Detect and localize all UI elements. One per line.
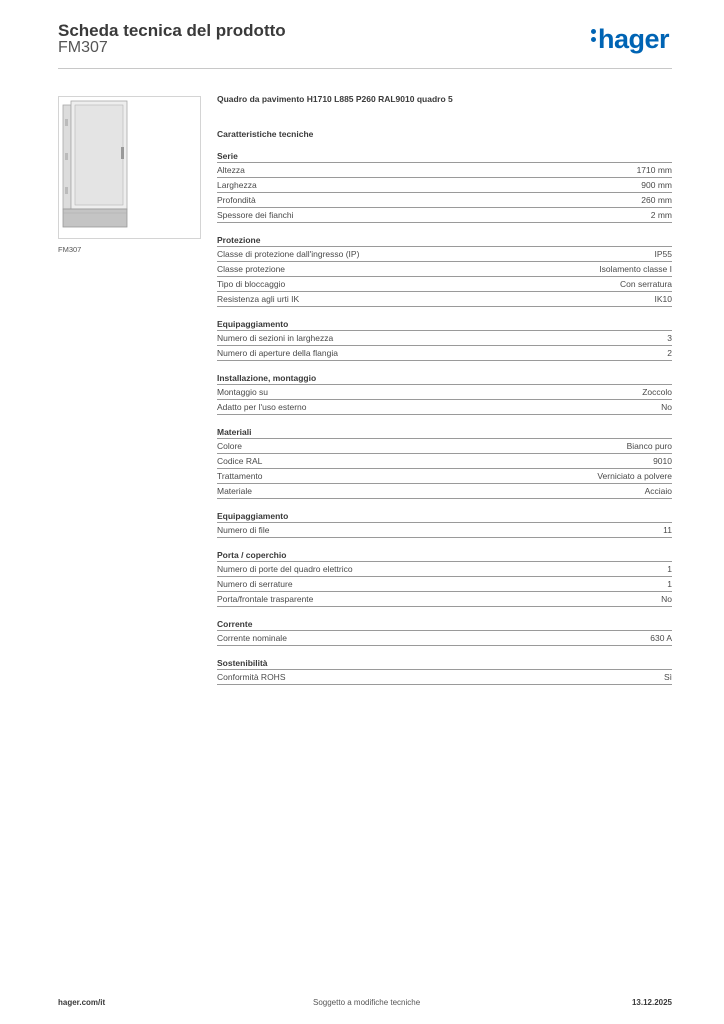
- spec-label: Classe protezione: [217, 264, 286, 274]
- spec-label: Codice RAL: [217, 456, 263, 466]
- hager-logo: [591, 26, 669, 53]
- spec-sections: [217, 149, 672, 685]
- spec-value: 9010: [653, 456, 672, 466]
- spec-section: [217, 617, 672, 646]
- spec-row: [217, 208, 672, 223]
- spec-label: Classe di protezione dall'ingresso (IP): [217, 249, 360, 259]
- spec-row: [217, 331, 672, 346]
- footer-website[interactable]: hager.com/it: [58, 998, 106, 1007]
- spec-row: [217, 385, 672, 400]
- spec-value: Sì: [663, 672, 672, 682]
- logo-dots-icon: [591, 29, 596, 45]
- footer-notice: Soggetto a modifiche tecniche: [313, 998, 421, 1007]
- spec-section: [217, 548, 672, 607]
- product-code: FM307: [58, 39, 108, 56]
- spec-value: Acciaio: [644, 486, 672, 496]
- spec-value: 1710 mm: [636, 165, 672, 175]
- spec-label: Resistenza agli urti IK: [217, 294, 300, 304]
- spec-row: [217, 247, 672, 262]
- spec-label: Profondità: [217, 195, 256, 205]
- spec-label: Colore: [217, 441, 243, 451]
- spec-row: [217, 592, 672, 607]
- spec-label: Porta/frontale trasparente: [217, 594, 314, 604]
- footer-date: 13.12.2025: [631, 998, 672, 1007]
- spec-value: Con serratura: [620, 279, 672, 289]
- spec-section: [217, 233, 672, 307]
- section-title: Sostenibilità: [217, 656, 672, 670]
- spec-row: [217, 178, 672, 193]
- image-caption: FM307: [58, 245, 82, 254]
- spec-value: Verniciato a polvere: [597, 471, 672, 481]
- spec-label: Adatto per l'uso esterno: [217, 402, 307, 412]
- spec-value: 260 mm: [641, 195, 672, 205]
- page-title: Scheda tecnica del prodotto: [58, 21, 286, 40]
- section-title: Corrente: [217, 617, 672, 631]
- spec-label: Altezza: [217, 165, 245, 175]
- spec-value: 2 mm: [650, 210, 672, 220]
- spec-content: [217, 94, 672, 695]
- spec-value: 3: [667, 333, 672, 343]
- spec-value: 1: [667, 564, 672, 574]
- spec-label: Trattamento: [217, 471, 263, 481]
- spec-label: Numero di sezioni in larghezza: [217, 333, 334, 343]
- spec-row: [217, 292, 672, 307]
- section-title: Installazione, montaggio: [217, 371, 672, 385]
- tech-characteristics-title: Caratteristiche tecniche: [217, 129, 314, 139]
- spec-value: No: [661, 594, 672, 604]
- spec-label: Materiale: [217, 486, 252, 496]
- spec-row: [217, 670, 672, 685]
- spec-row: [217, 484, 672, 499]
- spec-label: Numero di aperture della flangia: [217, 348, 338, 358]
- section-title: Serie: [217, 149, 672, 163]
- spec-label: Numero di file: [217, 525, 270, 535]
- spec-row: [217, 469, 672, 484]
- spec-value: 900 mm: [641, 180, 672, 190]
- section-title: Equipaggiamento: [217, 509, 672, 523]
- product-description: Quadro da pavimento H1710 L885 P260 RAL9010 quadro 5: [217, 94, 453, 104]
- spec-row: [217, 277, 672, 292]
- spec-section: [217, 509, 672, 538]
- spec-row: [217, 577, 672, 592]
- spec-value: IP55: [654, 249, 672, 259]
- spec-label: Numero di serrature: [217, 579, 293, 589]
- section-title: Protezione: [217, 233, 672, 247]
- spec-label: Numero di porte del quadro elettrico: [217, 564, 353, 574]
- spec-row: [217, 439, 672, 454]
- spec-section: [217, 149, 672, 223]
- spec-value: Bianco puro: [626, 441, 672, 451]
- spec-section: [217, 317, 672, 361]
- spec-row: [217, 193, 672, 208]
- spec-row: [217, 400, 672, 415]
- spec-label: Corrente nominale: [217, 633, 287, 643]
- spec-section: [217, 425, 672, 499]
- spec-row: [217, 346, 672, 361]
- spec-row: [217, 631, 672, 646]
- spec-value: 630 A: [650, 633, 672, 643]
- spec-value: 2: [667, 348, 672, 358]
- spec-label: Tipo di bloccaggio: [217, 279, 286, 289]
- spec-row: [217, 163, 672, 178]
- spec-value: No: [661, 402, 672, 412]
- product-image: [58, 96, 201, 239]
- spec-label: Larghezza: [217, 180, 257, 190]
- logo-text: hager: [598, 24, 670, 54]
- spec-row: [217, 523, 672, 538]
- spec-row: [217, 262, 672, 277]
- section-title: Materiali: [217, 425, 672, 439]
- spec-label: Montaggio su: [217, 387, 269, 397]
- spec-value: Isolamento classe I: [599, 264, 672, 274]
- spec-value: 11: [663, 525, 672, 535]
- section-title: Equipaggiamento: [217, 317, 672, 331]
- spec-label: Spessore dei fianchi: [217, 210, 294, 220]
- spec-section: [217, 371, 672, 415]
- spec-value: Zoccolo: [642, 387, 672, 397]
- spec-section: [217, 656, 672, 685]
- spec-value: 1: [667, 579, 672, 589]
- section-title: Porta / coperchio: [217, 548, 672, 562]
- floor-cabinet-icon: [59, 97, 200, 238]
- spec-label: Conformità ROHS: [217, 672, 286, 682]
- spec-row: [217, 562, 672, 577]
- header-divider: [58, 68, 672, 69]
- spec-value: IK10: [654, 294, 672, 304]
- spec-row: [217, 454, 672, 469]
